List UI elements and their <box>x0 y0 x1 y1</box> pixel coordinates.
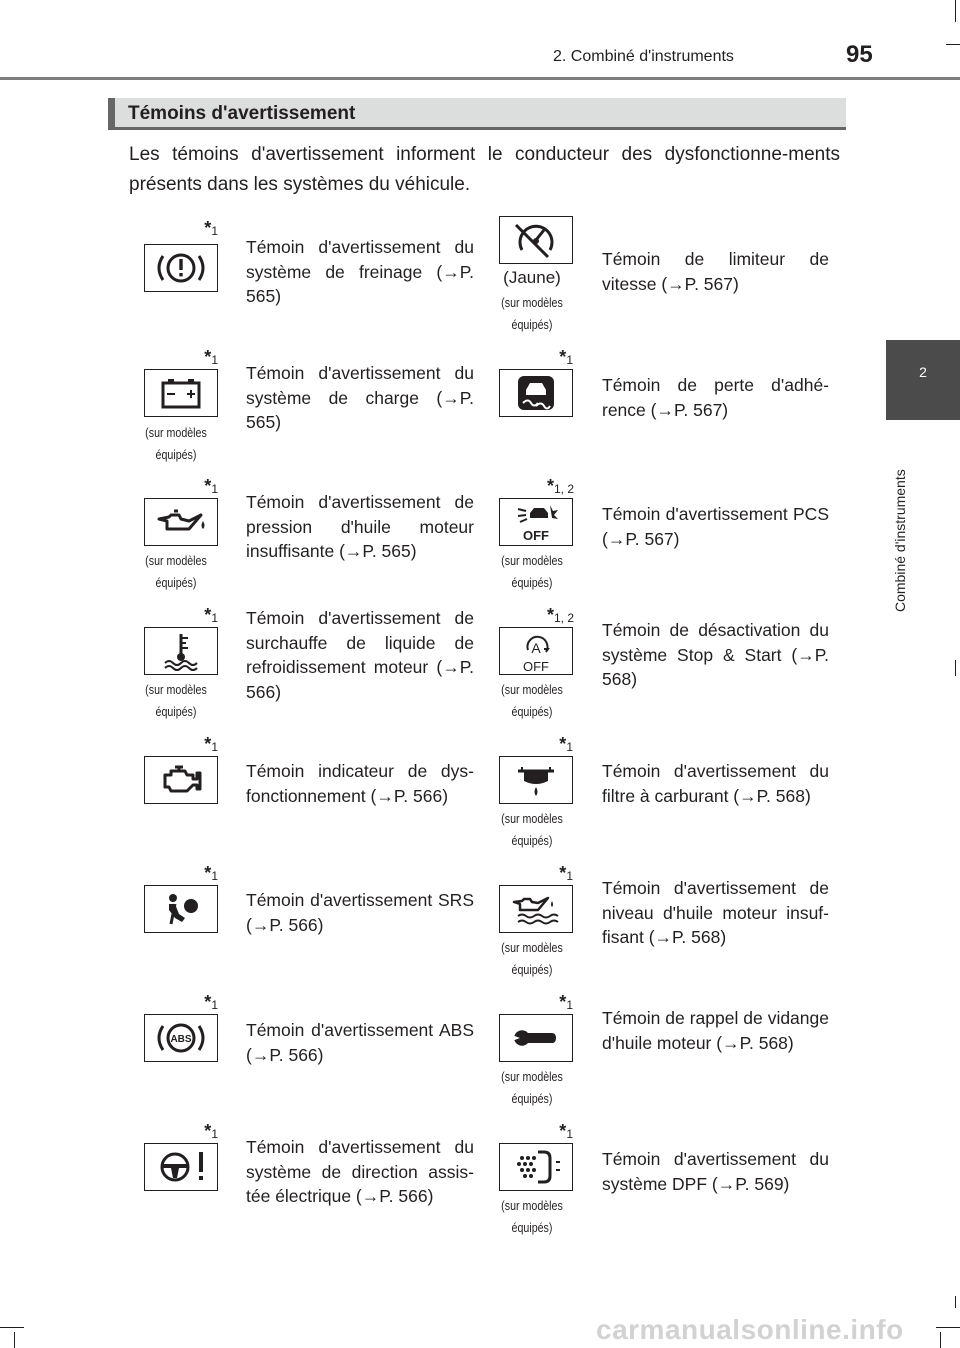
equipped-note: (sur modèles équipés) <box>501 1069 563 1106</box>
fuel-filter-light <box>499 756 573 804</box>
intro-paragraph: Les témoins d'avertissement informent le conducteur des dysfonctionne-ments présents dans les systèmes du véhicule. <box>129 144 840 195</box>
header-section-title: 2. Combiné d'instruments <box>553 48 734 65</box>
fuel-filter-icon <box>500 757 572 803</box>
oil-change-reminder-light <box>499 1014 573 1062</box>
stop-start-off-desc: Témoin de désactivation du système Stop & Start (→P. 568) <box>602 620 829 689</box>
speed-limiter-icon <box>500 217 572 263</box>
charge-warning-desc: Témoin d'avertissement du système de charge (→P. 565) <box>246 363 474 432</box>
color-note: (Jaune) <box>503 268 561 287</box>
equipped-note: (sur modèles équipés) <box>501 940 563 977</box>
equipped-note: (sur modèles équipés) <box>145 682 207 719</box>
power-steering-icon <box>145 1144 217 1190</box>
slip-indicator-icon <box>500 370 572 416</box>
footnote-marker: $*_{1, 2}$ <box>546 476 574 496</box>
header-rule <box>0 77 960 80</box>
crop-mark <box>940 1332 941 1348</box>
footnote-marker: $*_1$ <box>559 734 573 754</box>
crop-mark <box>0 1327 24 1328</box>
check-engine-icon <box>145 757 217 803</box>
stop-start-off-icon <box>500 628 572 674</box>
charge-warning-light <box>144 369 218 417</box>
oil-level-icon <box>500 886 572 932</box>
footnote-marker: $*_1$ <box>204 218 218 238</box>
equipped-note: (sur modèles équipés) <box>501 682 563 719</box>
footnote-marker: $*_1$ <box>204 1121 218 1141</box>
brake-warning-light <box>144 244 218 292</box>
coolant-temp-icon <box>145 628 217 674</box>
dpf-warning-desc: Témoin d'avertissement du système DPF (→P. 569) <box>602 1149 829 1194</box>
svg-text:OFF: OFF <box>523 659 549 674</box>
section-title: Témoins d'avertissement <box>128 103 356 124</box>
srs-warning-desc: Témoin d'avertissement SRS (→P. 566) <box>246 890 474 935</box>
check-engine-desc: Témoin indicateur de dys-fonctionnement (→P. 566) <box>246 761 474 806</box>
oil-level-light <box>499 885 573 933</box>
speed-limiter-light <box>499 216 573 264</box>
svg-text:ABS: ABS <box>170 1034 192 1045</box>
srs-warning-light <box>144 885 218 933</box>
equipped-note: (sur modèles équipés) <box>145 425 207 462</box>
svg-text:A: A <box>531 640 541 656</box>
chapter-tab[interactable] <box>886 340 960 420</box>
battery-icon <box>145 370 217 416</box>
chapter-tab-label: Combiné d'instruments <box>892 469 908 612</box>
dpf-icon <box>500 1144 572 1190</box>
footnote-marker: $*_1$ <box>204 605 218 625</box>
fuel-filter-desc: Témoin d'avertissement du filtre à carburant (→P. 568) <box>602 761 829 806</box>
equipped-note: (sur modèles équipés) <box>501 811 563 848</box>
crop-mark <box>955 0 956 22</box>
footnote-marker: $*_1$ <box>204 476 218 496</box>
equipped-note: (sur modèles équipés) <box>501 295 563 332</box>
footnote-marker: $*_{1, 2}$ <box>546 605 574 625</box>
oil-change-reminder-desc: Témoin de rappel de vidange d'huile moteur (→P. 568) <box>602 1008 829 1053</box>
srs-airbag-icon <box>145 886 217 932</box>
footnote-marker: $*_1$ <box>559 1121 573 1141</box>
footnote-marker: $*_1$ <box>559 992 573 1012</box>
footnote-marker: $*_1$ <box>204 992 218 1012</box>
equipped-note: (sur modèles équipés) <box>145 553 207 590</box>
abs-warning-desc: Témoin d'avertissement ABS (→P. 566) <box>246 1020 474 1065</box>
footnote-marker: $*_1$ <box>204 734 218 754</box>
footnote-marker: $*_1$ <box>204 863 218 883</box>
check-engine-light <box>144 756 218 804</box>
svg-text:OFF: OFF <box>523 528 549 543</box>
equipped-note: (sur modèles équipés) <box>501 1198 563 1235</box>
pcs-warning-light <box>499 498 573 546</box>
wrench-icon <box>500 1015 572 1061</box>
equipped-note: (sur modèles équipés) <box>501 553 563 590</box>
oil-pressure-desc: Témoin d'avertissement de pression d'huile moteur insuffisante (→P. 565) <box>246 492 474 561</box>
slip-indicator-light <box>499 369 573 417</box>
chapter-number: 2 <box>919 364 927 380</box>
crop-mark <box>936 1327 960 1328</box>
oil-pressure-icon <box>145 499 217 545</box>
power-steering-light <box>144 1143 218 1191</box>
stop-start-off-light <box>499 627 573 675</box>
abs-icon <box>145 1015 217 1061</box>
crop-mark <box>955 660 956 676</box>
oil-pressure-light <box>144 498 218 546</box>
crop-mark <box>14 1332 15 1348</box>
pcs-warning-desc: Témoin d'avertissement PCS (→P. 567) <box>602 504 829 549</box>
page-number: 95 <box>846 41 873 68</box>
section-heading <box>108 98 846 130</box>
dpf-warning-light <box>499 1143 573 1191</box>
brake-warning-desc: Témoin d'avertissement du système de freinage (→P. 565) <box>246 237 474 306</box>
footnote-marker: $*_1$ <box>204 347 218 367</box>
pcs-off-icon <box>500 499 572 545</box>
footer-watermark: carmanualsonline.info <box>596 1314 904 1345</box>
brake-warning-icon <box>145 245 217 291</box>
coolant-temp-desc: Témoin d'avertissement de surchauffe de liquide de refroidissement moteur (→P. 566) <box>246 608 474 702</box>
abs-warning-light <box>144 1014 218 1062</box>
power-steering-desc: Témoin d'avertissement du système de direction assis-tée électrique (→P. 566) <box>246 1137 474 1206</box>
footnote-marker: $*_1$ <box>559 863 573 883</box>
speed-limiter-desc: Témoin de limiteur de vitesse (→P. 567) <box>602 249 829 294</box>
coolant-temp-light <box>144 627 218 675</box>
slip-indicator-desc: Témoin de perte d'adhé-rence (→P. 567) <box>602 375 829 420</box>
crop-mark <box>946 44 960 45</box>
crop-mark <box>955 1296 956 1308</box>
footnote-marker: $*_1$ <box>559 347 573 367</box>
oil-level-desc: Témoin d'avertissement de niveau d'huile moteur insuf-fisant (→P. 568) <box>602 878 829 947</box>
